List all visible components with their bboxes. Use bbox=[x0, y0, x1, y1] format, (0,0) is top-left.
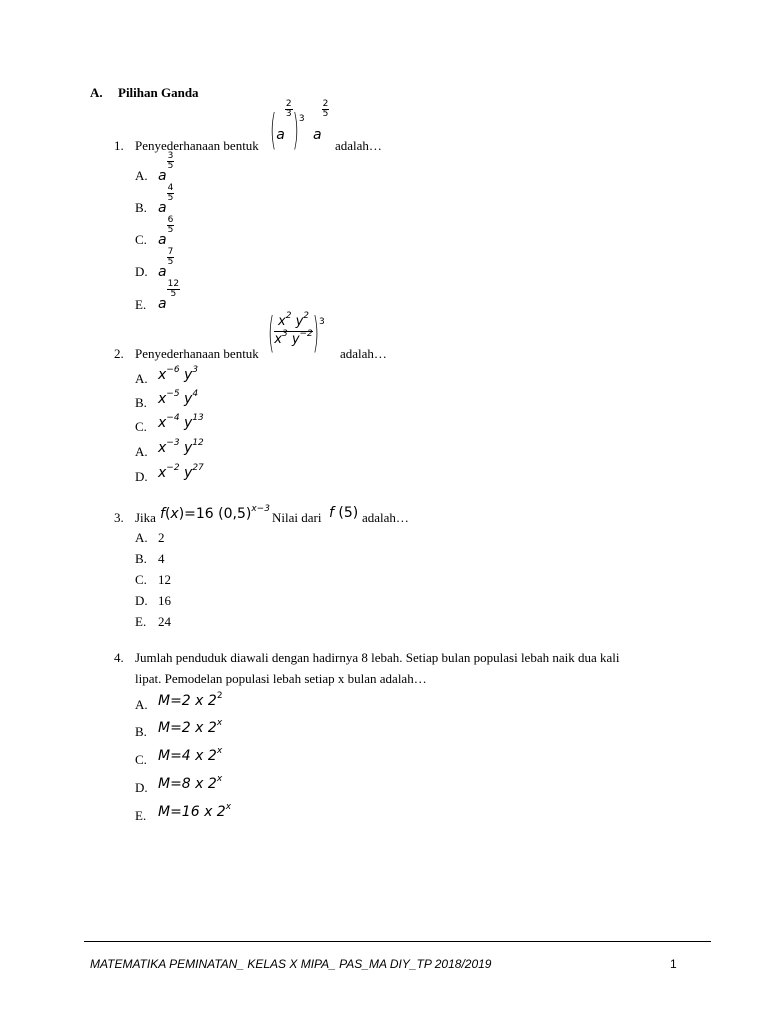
q4-line2: lipat. Pemodelan populasi lebah setiap x bulan adalah… bbox=[135, 671, 427, 686]
section-title: Pilihan Ganda bbox=[118, 85, 199, 100]
option-expression: M=16 x 2$^x$ bbox=[158, 802, 232, 820]
option-letter: D. bbox=[135, 469, 148, 484]
option-letter: C. bbox=[135, 752, 147, 767]
option-letter: E. bbox=[135, 297, 147, 312]
option-value: 2 bbox=[158, 530, 165, 545]
q3-suffix: adalah… bbox=[362, 510, 409, 525]
q3-function: f(x)=16 $(0,5)^{x-3}$ bbox=[160, 504, 270, 522]
option-value: 16 bbox=[158, 593, 171, 608]
q2-suffix: adalah… bbox=[340, 346, 387, 361]
option-letter: E. bbox=[135, 808, 147, 823]
option-expression: M=2 x 2$^x$ bbox=[158, 718, 223, 736]
q1-text: Penyederhanaan bentuk bbox=[135, 138, 259, 153]
q1-suffix: adalah… bbox=[335, 138, 382, 153]
option-expression: $x^{-2}$ $y^{27}$ bbox=[158, 463, 204, 481]
option-letter: D. bbox=[135, 264, 148, 279]
q3-nilai: Nilai dari bbox=[272, 510, 322, 525]
option-letter: B. bbox=[135, 724, 147, 739]
q2-text: Penyederhanaan bentuk bbox=[135, 346, 259, 361]
option-letter: B. bbox=[135, 395, 147, 410]
footer-text: MATEMATIKA PEMINATAN_ KELAS X MIPA_ PAS_MA DIY_TP 2018/2019 bbox=[90, 957, 492, 971]
page-number: 1 bbox=[670, 957, 677, 971]
q2-expression: ( $\frac{x^2 y^2}{x^3 y^{-2}}$ )$^3$ bbox=[268, 307, 325, 357]
q2-number: 2. bbox=[114, 346, 124, 361]
option-expression: a $\frac{12}{5}$ bbox=[158, 279, 180, 312]
q1-number: 1. bbox=[114, 138, 124, 153]
option-letter: A. bbox=[135, 371, 148, 386]
q3-number: 3. bbox=[114, 510, 124, 525]
option-letter: B. bbox=[135, 200, 147, 215]
option-expression: a $\frac{6}{5}$ bbox=[158, 215, 174, 248]
q1-expression: (a $\frac{2}{3}$ )$_3$ a $\frac{2}{5}$ bbox=[270, 98, 329, 155]
option-letter: C. bbox=[135, 232, 147, 247]
q4-line1: Jumlah penduduk diawali dengan hadirnya 8 lebah. Setiap bulan populasi lebah naik dua kali bbox=[135, 650, 620, 665]
option-letter: A. bbox=[135, 697, 148, 712]
option-letter: E. bbox=[135, 614, 147, 629]
q3-target: f (5) bbox=[329, 505, 359, 521]
option-expression: $x^{-3}$ $y^{12}$ bbox=[158, 438, 204, 456]
q4-number: 4. bbox=[114, 650, 124, 665]
option-letter: A. bbox=[135, 530, 148, 545]
option-value: 4 bbox=[158, 551, 165, 566]
option-value: 12 bbox=[158, 572, 171, 587]
option-expression: a $\frac{3}{5}$ bbox=[158, 151, 174, 184]
option-expression: M=4 x 2$^x$ bbox=[158, 746, 223, 764]
option-letter: A. bbox=[135, 444, 148, 459]
section-letter: A. bbox=[90, 85, 103, 100]
option-letter: A. bbox=[135, 168, 148, 183]
option-letter: D. bbox=[135, 593, 148, 608]
option-letter: C. bbox=[135, 572, 147, 587]
option-letter: C. bbox=[135, 419, 147, 434]
option-expression: M=2 x $2^2$ bbox=[158, 691, 223, 709]
option-expression: $x^{-5}$ $y^4$ bbox=[158, 389, 199, 407]
option-value: 24 bbox=[158, 614, 171, 629]
option-expression: a $\frac{4}{5}$ bbox=[158, 183, 174, 216]
option-expression: M=8 x 2$^x$ bbox=[158, 774, 223, 792]
footer-divider bbox=[84, 941, 711, 942]
option-letter: D. bbox=[135, 780, 148, 795]
option-expression: $x^{-6}$ $y^3$ bbox=[158, 365, 199, 383]
q3-jika: Jika bbox=[135, 510, 156, 525]
option-letter: B. bbox=[135, 551, 147, 566]
option-expression: $x^{-4}$ $y^{13}$ bbox=[158, 413, 204, 431]
option-expression: a $\frac{7}{5}$ bbox=[158, 247, 174, 280]
